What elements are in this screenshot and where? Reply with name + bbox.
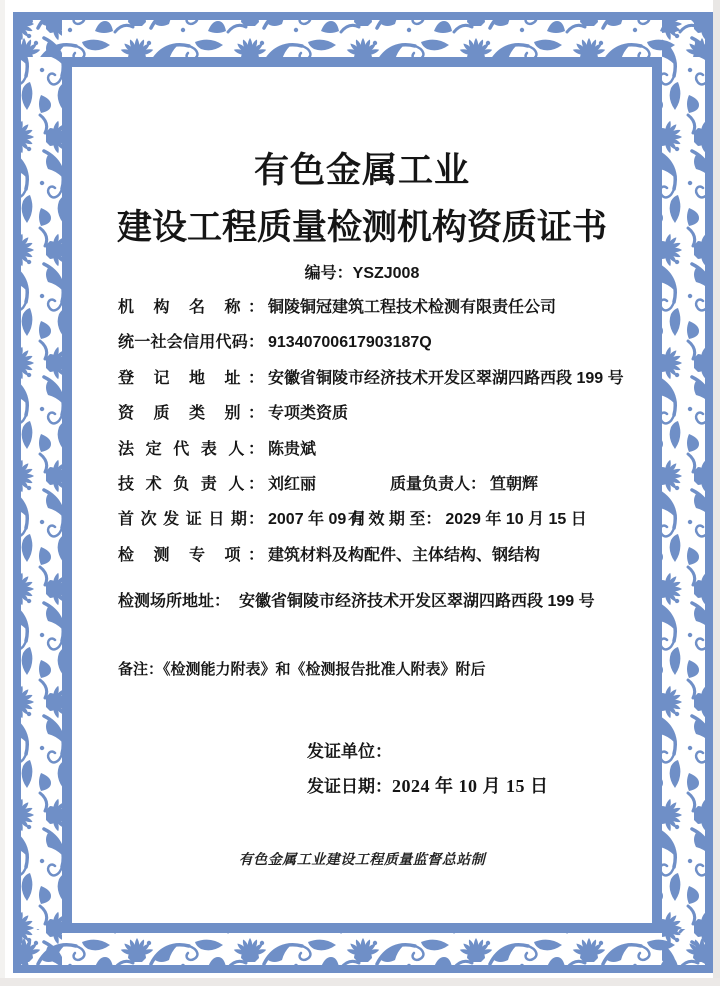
remarks-label: 备注：	[118, 661, 164, 678]
remarks-row	[118, 658, 486, 679]
issue-date-row	[307, 772, 549, 798]
testing-specialties-value: 建筑材料及构配件、主体结构、钢结构	[268, 546, 541, 564]
first-issue-date-label: 首 次 发 证 日 期：	[118, 511, 264, 529]
field-row-legal-representative	[118, 439, 658, 474]
legal-representative-label: 法 定 代 表 人：	[118, 440, 264, 458]
technical-director-label: 技 术 负 责 人：	[118, 475, 264, 493]
printer-footer: 有色金属工业建设工程质量监督总站制	[238, 853, 486, 868]
quality-director-value: 笪朝辉	[490, 475, 539, 493]
org-name-label: 机 构 名 称：	[118, 299, 264, 316]
field-row-first-issue-date	[118, 509, 658, 544]
testing-site-address-row	[118, 588, 595, 611]
field-row-qualification-category	[118, 403, 658, 438]
field-row-technical-director	[118, 474, 658, 509]
testing-site-address-value: 安徽省铜陵市经济技术开发区翠湖四路西段 199 号	[239, 593, 595, 610]
registered-address-value: 安徽省铜陵市经济技术开发区翠湖四路西段 199 号	[268, 369, 624, 387]
field-row-registered-address	[118, 368, 658, 403]
serial-label: 编号：	[304, 265, 353, 282]
field-row-org-name	[118, 297, 658, 332]
valid-until-label: 有 效 期 至：	[348, 511, 442, 529]
quality-director-pair	[390, 474, 538, 496]
field-row-credit-code	[118, 332, 658, 367]
registered-address-label: 登 记 地 址：	[118, 369, 264, 387]
first-issue-date-value: 2007 年 09 月	[268, 511, 367, 529]
field-row-testing-specialties	[118, 545, 658, 580]
credit-code-value: 91340700617903187Q	[268, 334, 432, 352]
issuing-authority-label: 发证单位：	[307, 742, 392, 761]
serial-value: YSZJ008	[352, 265, 420, 282]
valid-until-value: 2029 年 10 月 15 日	[445, 511, 587, 529]
serial-number-line	[0, 260, 720, 283]
quality-director-label: 质量负责人：	[390, 475, 487, 493]
certificate-fields	[118, 297, 658, 580]
certificate-title-line1: 有色金属工业	[253, 151, 470, 190]
credit-code-label: 统一社会信用代码：	[118, 334, 264, 352]
legal-representative-value: 陈贵斌	[268, 440, 317, 458]
valid-until-pair	[348, 509, 587, 531]
issue-date-label: 发证日期：	[307, 777, 392, 796]
testing-site-address-label: 检测场所地址：	[118, 593, 231, 610]
remarks-value: 《检测能力附表》和《检测报告批准人附表》附后	[163, 661, 486, 678]
qualification-category-value: 专项类资质	[268, 405, 349, 423]
issue-date-value: 2024 年 10 月 15 日	[392, 776, 549, 796]
certificate-title-line2: 建设工程质量检测机构资质证书	[116, 208, 607, 247]
testing-specialties-label: 检 测 专 项：	[118, 546, 264, 564]
qualification-category-label: 资 质 类 别：	[118, 405, 264, 423]
org-name-value: 铜陵铜冠建筑工程技术检测有限责任公司	[268, 299, 557, 316]
issuing-authority-row	[307, 737, 392, 762]
technical-director-value: 刘红丽	[268, 475, 317, 493]
